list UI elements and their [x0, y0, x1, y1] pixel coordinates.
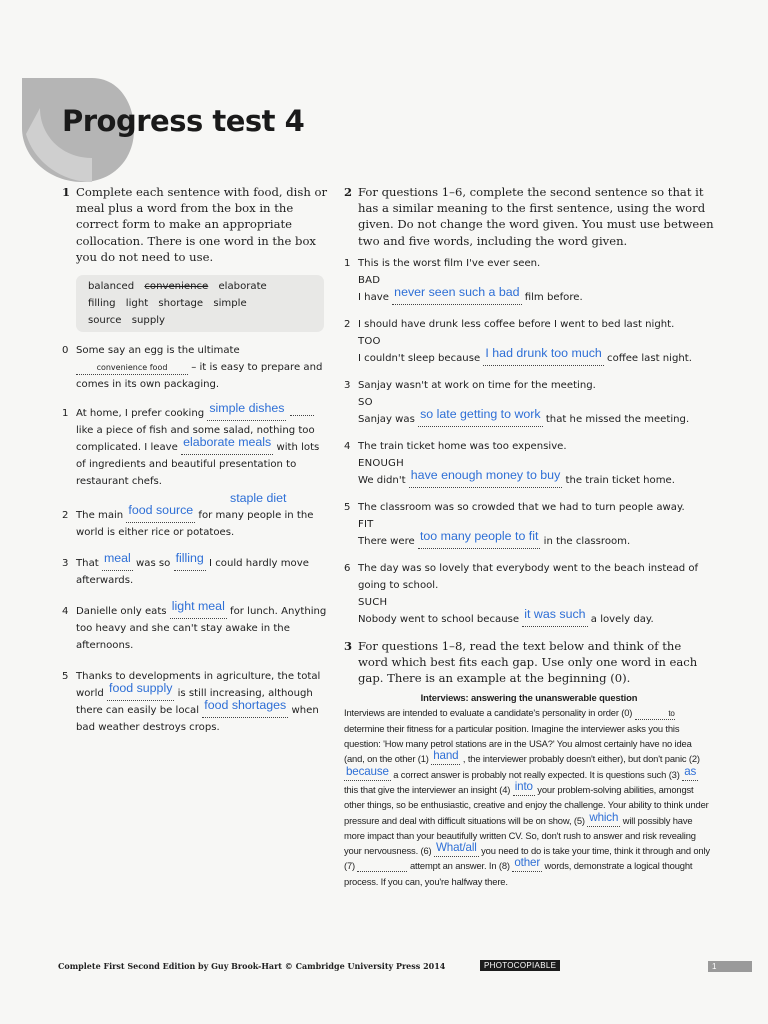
item-number: 4	[62, 606, 69, 618]
q1-instruction-text: Complete each sentence with food, dish or meal plus a word from the box in the correct form to make an appropriate collocation. There is one word in the box you do not need to use.	[76, 185, 328, 264]
item-text: – it is easy to prepare and comes in its own packaging.	[76, 362, 323, 391]
source-sentence: I should have drunk less coffee before I went to bed last night.	[358, 318, 675, 330]
answer-blank[interactable]	[409, 467, 563, 488]
item-text: a lovely day.	[590, 613, 654, 625]
q1-item-4	[62, 599, 330, 654]
page-title: Progress test 4	[62, 104, 305, 138]
item-number: 6	[344, 562, 351, 574]
item-text: film before.	[524, 291, 583, 303]
handwritten-answer: which	[589, 810, 619, 824]
answer-blank[interactable]	[202, 698, 288, 718]
q2-item-6	[344, 560, 714, 628]
answer-blank-continued	[290, 415, 314, 416]
box-word: supply	[131, 315, 165, 327]
item-number: 2	[344, 318, 351, 330]
key-word: ENOUGH	[358, 457, 404, 469]
item-text: that he missed the meeting.	[545, 413, 690, 425]
answer-blank[interactable]	[174, 551, 206, 571]
example-blank	[76, 362, 188, 375]
target-sentence	[358, 345, 714, 367]
key-word: BAD	[358, 274, 381, 286]
q1-instruction	[62, 184, 330, 265]
passage-text: you need to do is take your time, think it through and only (7)	[344, 845, 710, 872]
item-text: There were	[358, 535, 415, 547]
item-number: 5	[344, 501, 351, 513]
item-number: 1	[62, 408, 69, 420]
handwritten-answer: other	[514, 856, 541, 870]
answer-blank[interactable]	[181, 435, 273, 455]
box-word: shortage	[158, 298, 204, 310]
answer-blank[interactable]	[418, 528, 540, 549]
passage-text: determine their fitness for a particular position. Imagine the interviewer asks you this question: 'How many petrol stations are in the USA?' You almost certainly have no idea (and, on the other (1)	[344, 722, 692, 765]
target-sentence	[358, 528, 714, 550]
passage-text: will possibly have more impact than your beautifully written CV. So, don't rush to answer and risk revealing your nervousness. (6)	[344, 814, 696, 857]
copyright-footer: Complete First Second Edition by Guy Brook-Hart © Cambridge University Press 2014	[58, 961, 446, 971]
item-text: The main	[76, 510, 124, 522]
target-sentence	[358, 606, 714, 628]
handwritten-note: staple diet	[230, 491, 287, 506]
q2-item-4	[344, 438, 714, 489]
q1-item-3	[62, 551, 330, 589]
item-text: At home, I prefer cooking	[76, 408, 205, 420]
handwritten-answer	[357, 856, 361, 869]
target-sentence	[358, 284, 714, 306]
item-text: We didn't	[358, 474, 406, 486]
q2-item-3	[344, 377, 714, 428]
box-word: light	[125, 298, 149, 310]
q1-item-1	[62, 401, 330, 490]
q1-note-row	[62, 491, 330, 507]
item-text: I could hardly move afterwards.	[76, 558, 309, 587]
q2-item-5	[344, 499, 714, 550]
box-word: simple	[213, 298, 247, 310]
item-text: Nobody went to school because	[358, 613, 520, 625]
handwritten-answer: too many people to fit	[419, 528, 539, 543]
q2-item-2	[344, 316, 714, 367]
q1-item-0	[62, 342, 330, 393]
key-word: FIT	[358, 518, 374, 530]
target-sentence	[358, 406, 714, 428]
passage-text: attempt an answer. In (8)	[409, 860, 510, 872]
passage-text: a correct answer is probably not really expected. It is questions such (3)	[393, 768, 680, 780]
handwritten-answer: What/all	[435, 841, 477, 855]
item-number: 2	[62, 510, 69, 522]
passage-title: Interviews: answering the unanswerable question	[420, 692, 638, 704]
cloze-passage	[344, 705, 714, 889]
item-number: 4	[344, 440, 351, 452]
item-number: 5	[62, 671, 69, 683]
item-text: is still increasing, although there can easily be local	[76, 688, 313, 717]
handwritten-answer: food supply	[109, 681, 173, 696]
q3-number: 3	[344, 638, 353, 653]
answer-blank[interactable]	[418, 406, 543, 427]
answer-blank[interactable]	[170, 599, 227, 619]
item-text: Thanks to developments in agriculture, the total world	[76, 671, 321, 700]
handwritten-answer: it was such	[524, 606, 586, 621]
q1-number: 1	[62, 185, 71, 199]
gap-3[interactable]	[682, 764, 698, 781]
item-text: I have	[358, 291, 389, 303]
answer-blank[interactable]	[207, 401, 286, 421]
passage-text: your problem-solving abilities, amongst other things, so be enthusiastic, creative and enjoy the challenge. Your ability to think under pressure and deal with difficult situations will be on show, (5)	[344, 783, 709, 826]
item-text: Danielle only eats	[76, 606, 167, 618]
gap-4[interactable]	[513, 779, 535, 796]
box-word: elaborate	[218, 281, 267, 293]
handwritten-answer: so late getting to work	[420, 406, 541, 421]
handwritten-answer: have enough money to buy	[410, 467, 561, 482]
gap-7[interactable]	[357, 861, 407, 872]
answer-blank[interactable]	[126, 503, 195, 523]
item-text: I couldn't sleep because	[358, 352, 481, 364]
item-text: with lots of ingredients and beautiful presentation to restaurant chefs.	[76, 442, 320, 488]
gap-8[interactable]	[512, 856, 542, 872]
item-text: when bad weather destroys crops.	[76, 705, 319, 734]
answer-blank[interactable]	[522, 606, 587, 627]
handwritten-answer: filling	[175, 551, 204, 566]
source-sentence: The train ticket home was too expensive.	[358, 440, 567, 452]
box-word: balanced	[88, 281, 135, 293]
source-sentence: The classroom was so crowded that we had to turn people away.	[358, 501, 685, 513]
photocopiable-badge: PHOTOCOPIABLE	[480, 960, 560, 971]
question-1-section	[62, 184, 330, 736]
example-gap-answer: to	[668, 709, 675, 719]
q2-instruction	[344, 184, 714, 249]
item-text: coffee last night.	[607, 352, 692, 364]
key-word: SO	[358, 396, 373, 408]
item-number: 1	[344, 257, 351, 269]
question-2-section	[344, 184, 714, 889]
handwritten-answer: elaborate meals	[183, 435, 272, 450]
q2-number: 2	[344, 185, 353, 199]
gap-2[interactable]	[344, 764, 391, 781]
page-number: 1	[708, 961, 752, 972]
q2-instruction-text: For questions 1–6, complete the second sentence so that it has a similar meaning to the first sentence, using the word given. Do not change the word given. You must use between two and five words, including the word given.	[358, 185, 714, 248]
q3-instruction	[344, 638, 714, 687]
gap-1[interactable]	[431, 749, 460, 765]
handwritten-answer: hand	[433, 749, 459, 763]
answer-blank[interactable]	[483, 345, 603, 366]
box-word-crossed: convenience	[144, 281, 209, 293]
gap-5[interactable]	[587, 810, 620, 827]
passage-text: words, demonstrate a logical thought process. If you can, you're halfway there.	[344, 860, 693, 887]
handwritten-answer: never seen such a bad	[394, 284, 520, 299]
source-sentence: This is the worst film I've ever seen.	[358, 257, 541, 269]
word-box	[76, 275, 324, 332]
gap-6[interactable]	[434, 841, 479, 857]
handwritten-answer: simple dishes	[209, 401, 285, 416]
q1-item-5	[62, 668, 330, 736]
item-text: like a piece of fish and some salad, nothing too complicated. I leave	[76, 425, 315, 454]
handwritten-answer: light meal	[171, 599, 225, 614]
passage-text: Interviews are intended to evaluate a candidate's personality in order (0)	[344, 707, 633, 719]
item-text: in the classroom.	[543, 535, 631, 547]
source-sentence: The day was so lovely that everybody went to the beach instead of going to school.	[358, 562, 699, 591]
box-word: source	[88, 315, 122, 327]
item-text: That	[76, 558, 99, 570]
handwritten-answer: as	[684, 764, 697, 778]
item-text: the train ticket home.	[565, 474, 675, 486]
box-word: filling	[88, 298, 116, 310]
item-text: Some say an egg is the ultimate	[76, 345, 240, 357]
handwritten-answer: because	[346, 764, 389, 778]
handwritten-answer: meal	[103, 551, 131, 566]
item-text: for lunch. Anything too heavy and she can't stay awake in the afternoons.	[76, 606, 327, 652]
passage-text: , the interviewer probably doesn't either), but don't panic (2)	[462, 753, 700, 765]
handwritten-answer: food shortages	[204, 698, 287, 713]
answer-blank[interactable]	[392, 284, 521, 305]
handwritten-answer: food source	[128, 503, 194, 518]
handwritten-answer: into	[514, 779, 533, 793]
q3-instruction-text: For questions 1–8, read the text below and think of the word which best fits each gap. Use only one word in each gap. There is an example at the beginning (0).	[358, 638, 698, 686]
source-sentence: Sanjay wasn't at work on time for the meeting.	[358, 379, 596, 391]
q1-item-2	[62, 503, 330, 541]
item-text: for many people in the world is either rice or potatoes.	[76, 510, 314, 539]
q2-item-1	[344, 255, 714, 306]
item-number: 3	[344, 379, 351, 391]
item-text: was so	[136, 558, 171, 570]
handwritten-answer: I had drunk too much	[485, 345, 602, 360]
item-number: 0	[62, 345, 69, 357]
example-gap	[635, 708, 675, 720]
item-text: Sanjay was	[358, 413, 415, 425]
question-3-section	[344, 638, 714, 889]
target-sentence	[358, 467, 714, 489]
example-answer: convenience food	[96, 363, 168, 373]
key-word: SUCH	[358, 596, 388, 608]
key-word: TOO	[358, 335, 381, 347]
passage-text: this that give the interviewer an insight (4)	[344, 783, 511, 795]
answer-blank[interactable]	[102, 551, 133, 571]
item-number: 3	[62, 558, 69, 570]
answer-blank[interactable]	[107, 681, 174, 701]
